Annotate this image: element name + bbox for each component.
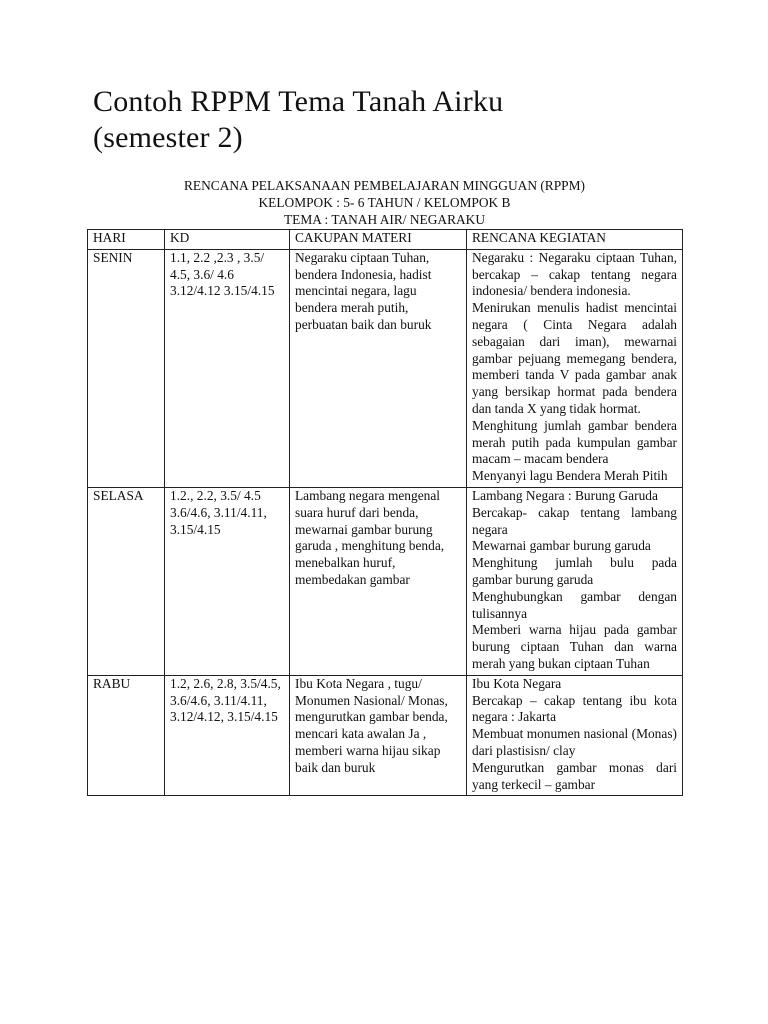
cell-materi: Negaraku ciptaan Tuhan, bendera Indonesia, hadist mencintai negara, lagu bendera merah putih, perbuatan baik dan buruk: [290, 249, 467, 487]
cell-kegiatan: [467, 675, 683, 796]
page-title-line-1: Contoh RPPM Tema Tanah Airku: [93, 85, 504, 118]
cell-materi: Lambang negara mengenal suara huruf dari benda, mewarnai gambar burung garuda , menghitung benda, menebalkan huruf, membedakan gambar: [290, 487, 467, 675]
column-header-rencana-kegiatan: RENCANA KEGIATAN: [467, 230, 683, 250]
heading-line-kelompok: KELOMPOK : 5- 6 TAHUN / KELOMPOK B: [258, 195, 511, 210]
kegiatan-item: Menghitung jumlah bulu pada gambar burung garuda: [472, 555, 677, 587]
document-heading: [87, 177, 682, 228]
kegiatan-item: Bercakap- cakap tentang lambang negara: [472, 504, 677, 537]
kegiatan-item: Menyanyi lagu Bendera Merah Pitih: [472, 468, 668, 484]
heading-line-tema: TEMA : TANAH AIR/ NEGARAKU: [283, 212, 486, 227]
kegiatan-item: Membuat monumen nasional (Monas) dari plastisisn/ clay: [472, 726, 677, 758]
cell-kd: 1.2., 2.2, 3.5/ 4.5 3.6/4.6, 3.11/4.11, 3.15/4.15: [165, 487, 290, 675]
table-row-senin: [88, 249, 683, 487]
column-header-kd: KD: [165, 230, 290, 250]
heading-line-rppm: RENCANA PELAKSANAAN PEMBELAJARAN MINGGUAN (RPPM): [183, 178, 585, 193]
table-header-row: [88, 230, 683, 250]
column-header-hari: HARI: [88, 230, 165, 250]
table-row-selasa: [88, 487, 683, 675]
page-title: [93, 84, 713, 156]
cell-kd: 1.1, 2.2 ,2.3 , 3.5/ 4.5, 3.6/ 4.6 3.12/4.12 3.15/4.15: [165, 249, 290, 487]
kegiatan-item: Lambang Negara : Burung Garuda: [472, 487, 658, 503]
cell-kd: 1.2, 2.6, 2.8, 3.5/4.5, 3.6/4.6, 3.11/4.11, 3.12/4.12, 3.15/4.15: [165, 675, 290, 796]
page-title-line-2: (semester 2): [93, 121, 243, 154]
kegiatan-item: Mengurutkan gambar monas dari yang terkecil – gambar: [472, 759, 677, 792]
kegiatan-item: Mewarnai gambar burung garuda: [472, 538, 651, 554]
column-header-cakupan-materi: CAKUPAN MATERI: [290, 230, 467, 250]
kegiatan-item: Menghubungkan gambar dengan tulisannya: [472, 588, 677, 621]
kegiatan-item: Menirukan menulis hadist mencintai negara ( Cinta Negara adalah sebagaian dari iman), mewarnai gambar pejuang memegang bendera, memberi tanda V pada gambar anak yang bersikap hormat pada bendera dan tanda X yang tidak hormat.: [472, 300, 677, 416]
cell-hari: SENIN: [88, 249, 165, 487]
kegiatan-item: Bercakap – cakap tentang ibu kota negara : Jakarta: [472, 692, 677, 725]
cell-materi: Ibu Kota Negara , tugu/ Monumen Nasional/ Monas, mengurutkan gambar benda, mencari kata awalan Ja , memberi warna hijau sikap baik dan buruk: [290, 675, 467, 796]
kegiatan-item: Ibu Kota Negara: [472, 675, 562, 691]
cell-hari: RABU: [88, 675, 165, 796]
kegiatan-item: Memberi warna hijau pada gambar burung ciptaan Tuhan dan warna merah yang bukan ciptaan Tuhan: [472, 622, 677, 671]
kegiatan-item: Menghitung jumlah gambar bendera merah putih pada kumpulan gambar macam – macam bendera: [472, 417, 677, 467]
cell-kegiatan: [467, 487, 683, 675]
cell-kegiatan: [467, 249, 683, 487]
table-row-rabu: [88, 675, 683, 796]
kegiatan-item: Negaraku : Negaraku ciptaan Tuhan, bercakap – cakap tentang negara indonesia/ bendera indonesia.: [472, 249, 677, 299]
rppm-table: [87, 229, 683, 796]
cell-hari: SELASA: [88, 487, 165, 675]
